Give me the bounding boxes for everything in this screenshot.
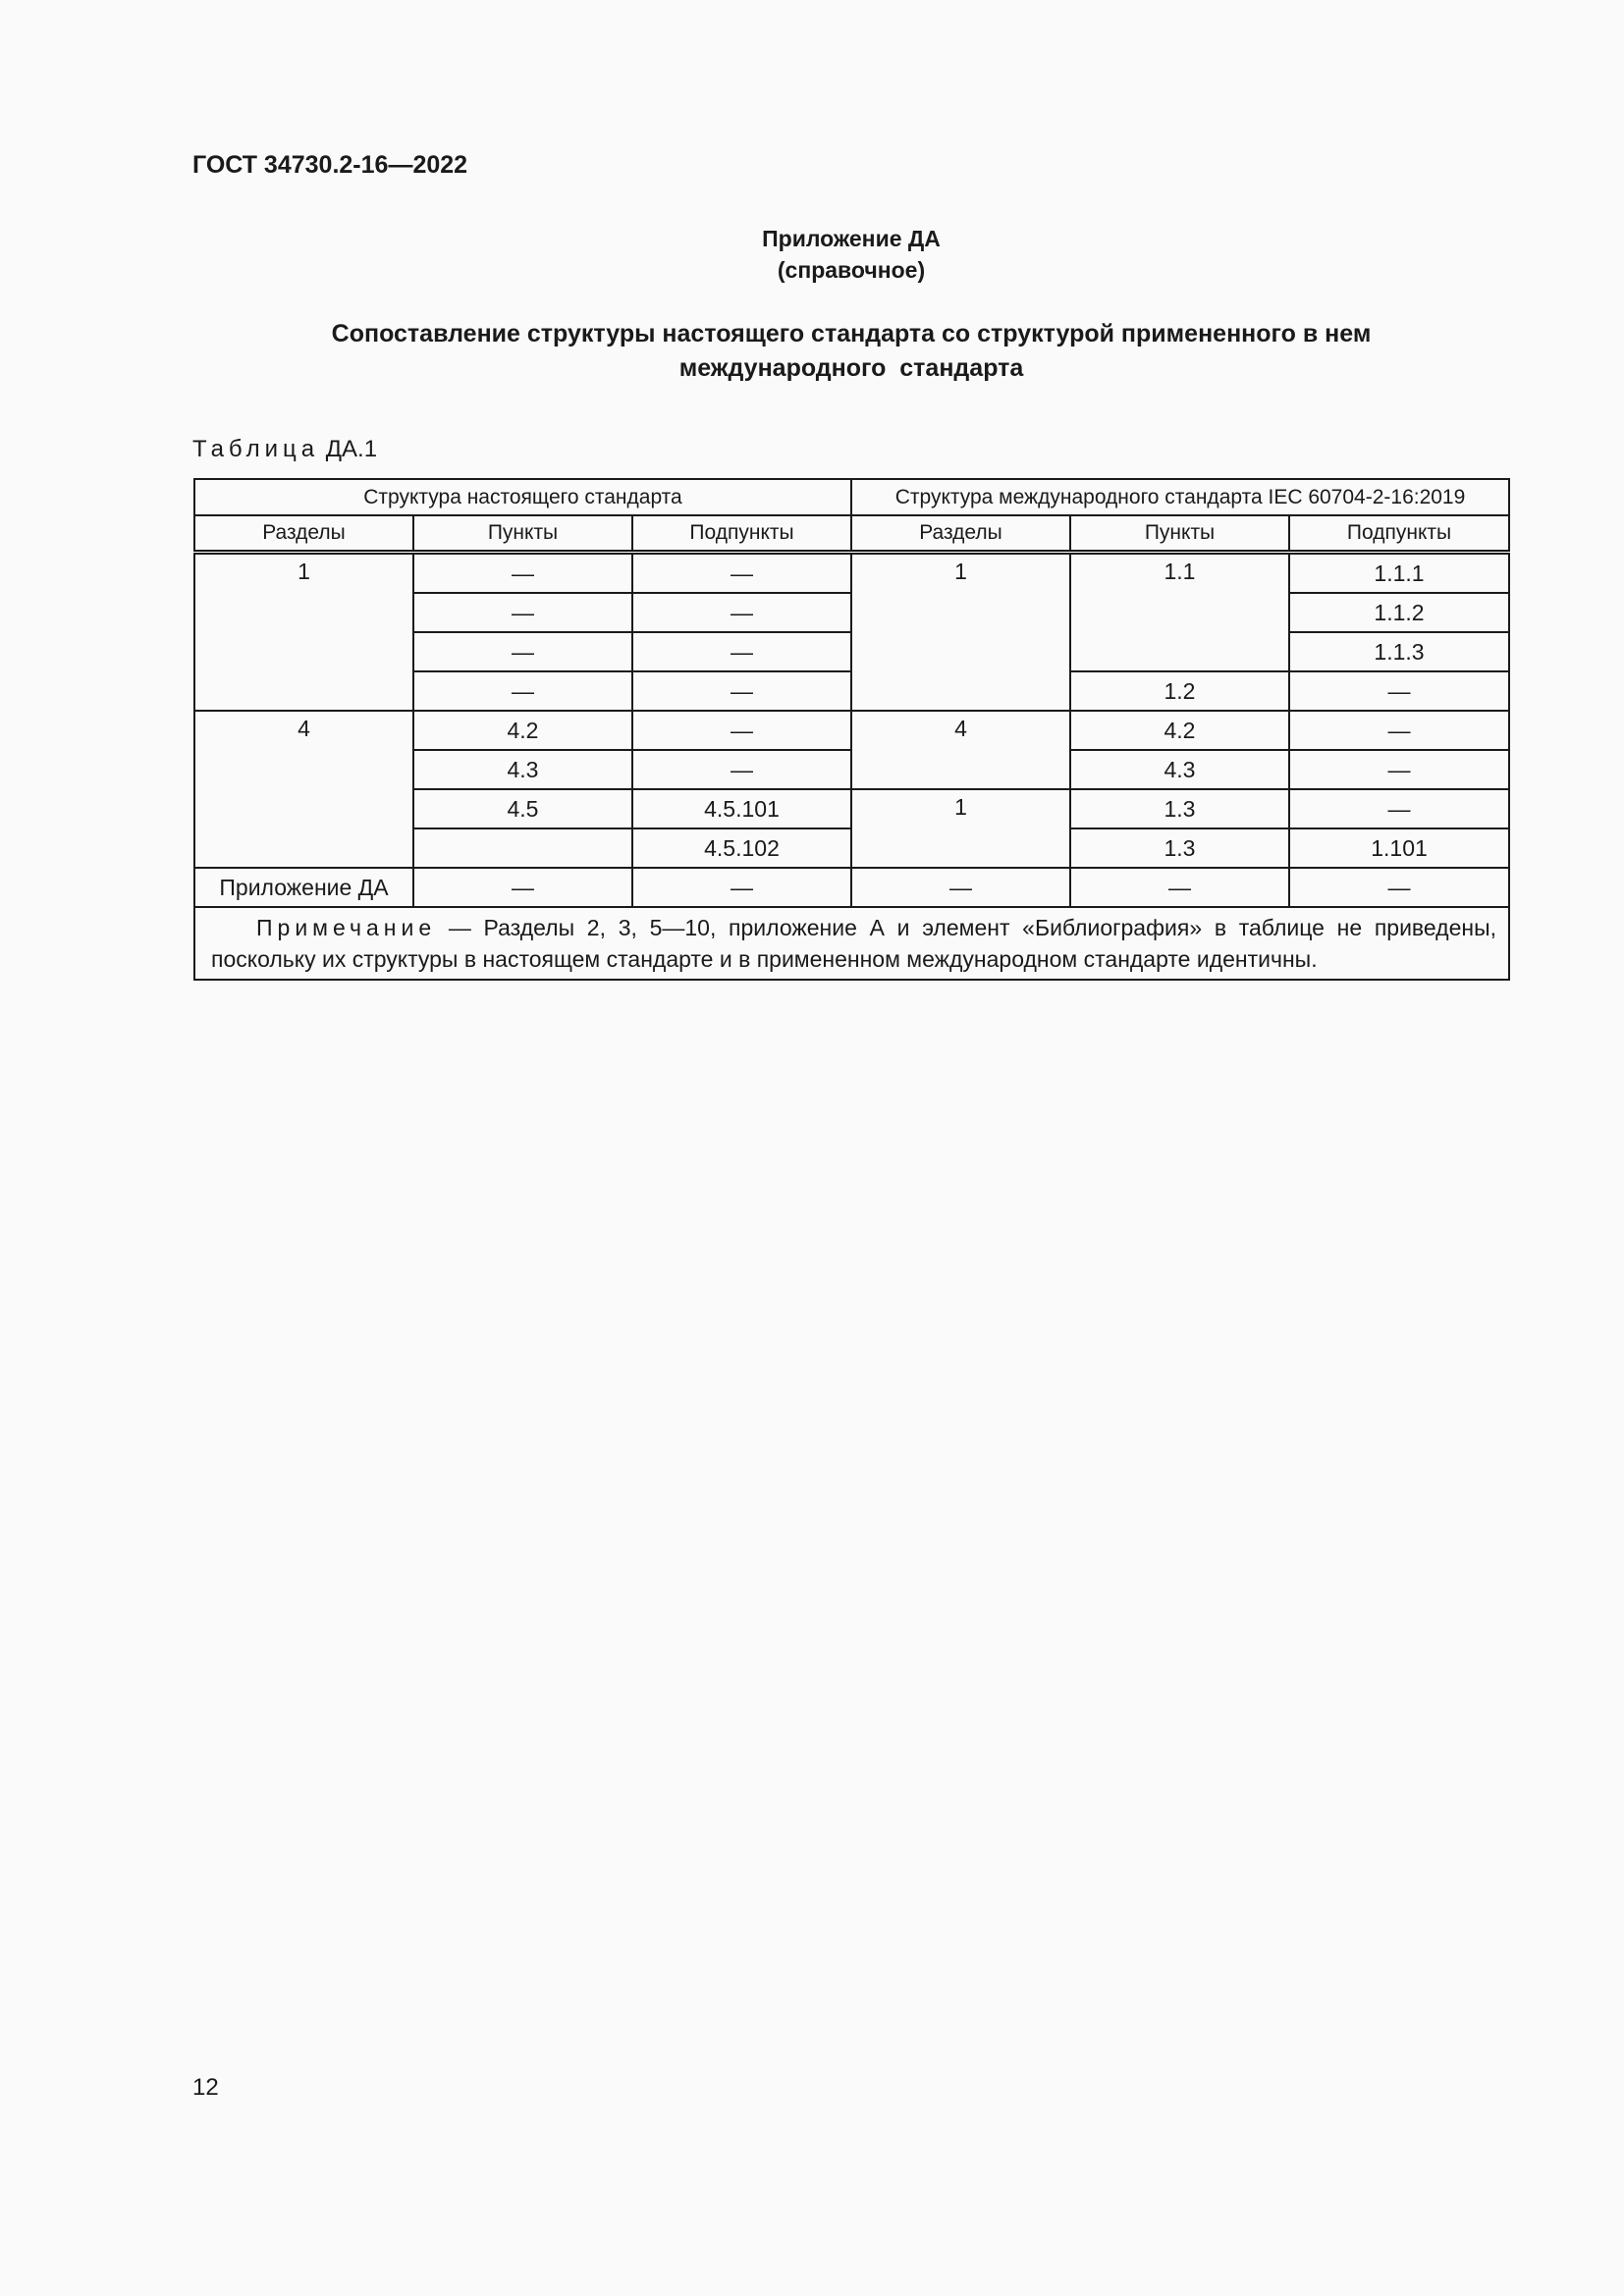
annex-title: Приложение ДА bbox=[762, 226, 941, 251]
table-cell: — bbox=[1289, 789, 1509, 828]
column-header: Подпункты bbox=[632, 515, 851, 553]
table-cell: — bbox=[632, 711, 851, 750]
table-cell: — bbox=[1070, 868, 1289, 907]
table-cell: 1.101 bbox=[1289, 828, 1509, 868]
table-cell: 4.2 bbox=[413, 711, 632, 750]
table-cell: 4.5 bbox=[413, 789, 632, 828]
table-caption-number: ДА.1 bbox=[325, 436, 378, 462]
column-header: Подпункты bbox=[1289, 515, 1509, 553]
table-column-header-row bbox=[194, 515, 1509, 553]
table-cell: — bbox=[413, 868, 632, 907]
note-text: — Разделы 2, 3, 5—10, приложение А и элемент «Библиография» в таблице не приведены, поскольку их структуры в настоящем стандарте и в примененном международном стандарте идентичны. bbox=[211, 915, 1497, 972]
table-cell: 4.5.101 bbox=[632, 789, 851, 828]
annex-subtitle: (справочное) bbox=[777, 257, 926, 283]
table-cell: 4 bbox=[851, 711, 1070, 789]
table-cell: 1.3 bbox=[1070, 828, 1289, 868]
table-cell: 1.1.3 bbox=[1289, 632, 1509, 671]
table-row bbox=[194, 868, 1509, 907]
column-header: Разделы bbox=[851, 515, 1070, 553]
table-cell: Приложение ДА bbox=[194, 868, 413, 907]
group-header-international: Структура международного стандарта IEC 60704-2-16:2019 bbox=[851, 479, 1509, 515]
table-cell: — bbox=[413, 632, 632, 671]
table-cell: 4 bbox=[194, 711, 413, 868]
table-cell: — bbox=[1289, 671, 1509, 711]
table-cell: — bbox=[1289, 868, 1509, 907]
table-cell: — bbox=[632, 671, 851, 711]
table-cell: — bbox=[632, 593, 851, 632]
table-cell: 4.2 bbox=[1070, 711, 1289, 750]
table-group-header-row bbox=[194, 479, 1509, 515]
table-cell: — bbox=[413, 553, 632, 594]
table-row bbox=[194, 553, 1509, 594]
column-header: Пункты bbox=[1070, 515, 1289, 553]
table-cell: 4.3 bbox=[1070, 750, 1289, 789]
table-cell: — bbox=[1289, 711, 1509, 750]
table-cell: — bbox=[632, 553, 851, 594]
table-note bbox=[194, 907, 1509, 980]
table-cell: 1.1.1 bbox=[1289, 553, 1509, 594]
column-header: Разделы bbox=[194, 515, 413, 553]
table-cell: 1.3 bbox=[1070, 789, 1289, 828]
table-cell: 4.3 bbox=[413, 750, 632, 789]
table-caption bbox=[192, 436, 377, 463]
table-cell: — bbox=[632, 750, 851, 789]
page-number: 12 bbox=[192, 2074, 219, 2101]
table-cell: 1.2 bbox=[1070, 671, 1289, 711]
table-cell: — bbox=[851, 868, 1070, 907]
table-cell: — bbox=[413, 671, 632, 711]
table-cell: — bbox=[632, 868, 851, 907]
table-cell: 1 bbox=[851, 553, 1070, 712]
table-cell: 1.1 bbox=[1070, 553, 1289, 672]
table-cell: 4.5.102 bbox=[632, 828, 851, 868]
table-cell: — bbox=[1289, 750, 1509, 789]
column-header: Пункты bbox=[413, 515, 632, 553]
table-cell: — bbox=[632, 632, 851, 671]
table-caption-label: Таблица bbox=[192, 436, 320, 462]
table-row bbox=[194, 711, 1509, 750]
main-title-line-2: международного стандарта bbox=[678, 354, 1024, 382]
table-cell: 1 bbox=[851, 789, 1070, 868]
table-cell bbox=[413, 828, 632, 868]
comparison-table bbox=[193, 478, 1510, 981]
group-header-national: Структура настоящего стандарта bbox=[194, 479, 851, 515]
main-title-line-1: Сопоставление структуры настоящего стандарта со структурой примененного в нем bbox=[331, 320, 1372, 347]
table-cell: 1.1.2 bbox=[1289, 593, 1509, 632]
document-header: ГОСТ 34730.2-16—2022 bbox=[192, 151, 468, 179]
table-cell: 1 bbox=[194, 553, 413, 712]
table-note-row bbox=[194, 907, 1509, 980]
main-title bbox=[193, 317, 1509, 386]
table-cell: — bbox=[413, 593, 632, 632]
note-label: Примечание bbox=[256, 915, 437, 940]
